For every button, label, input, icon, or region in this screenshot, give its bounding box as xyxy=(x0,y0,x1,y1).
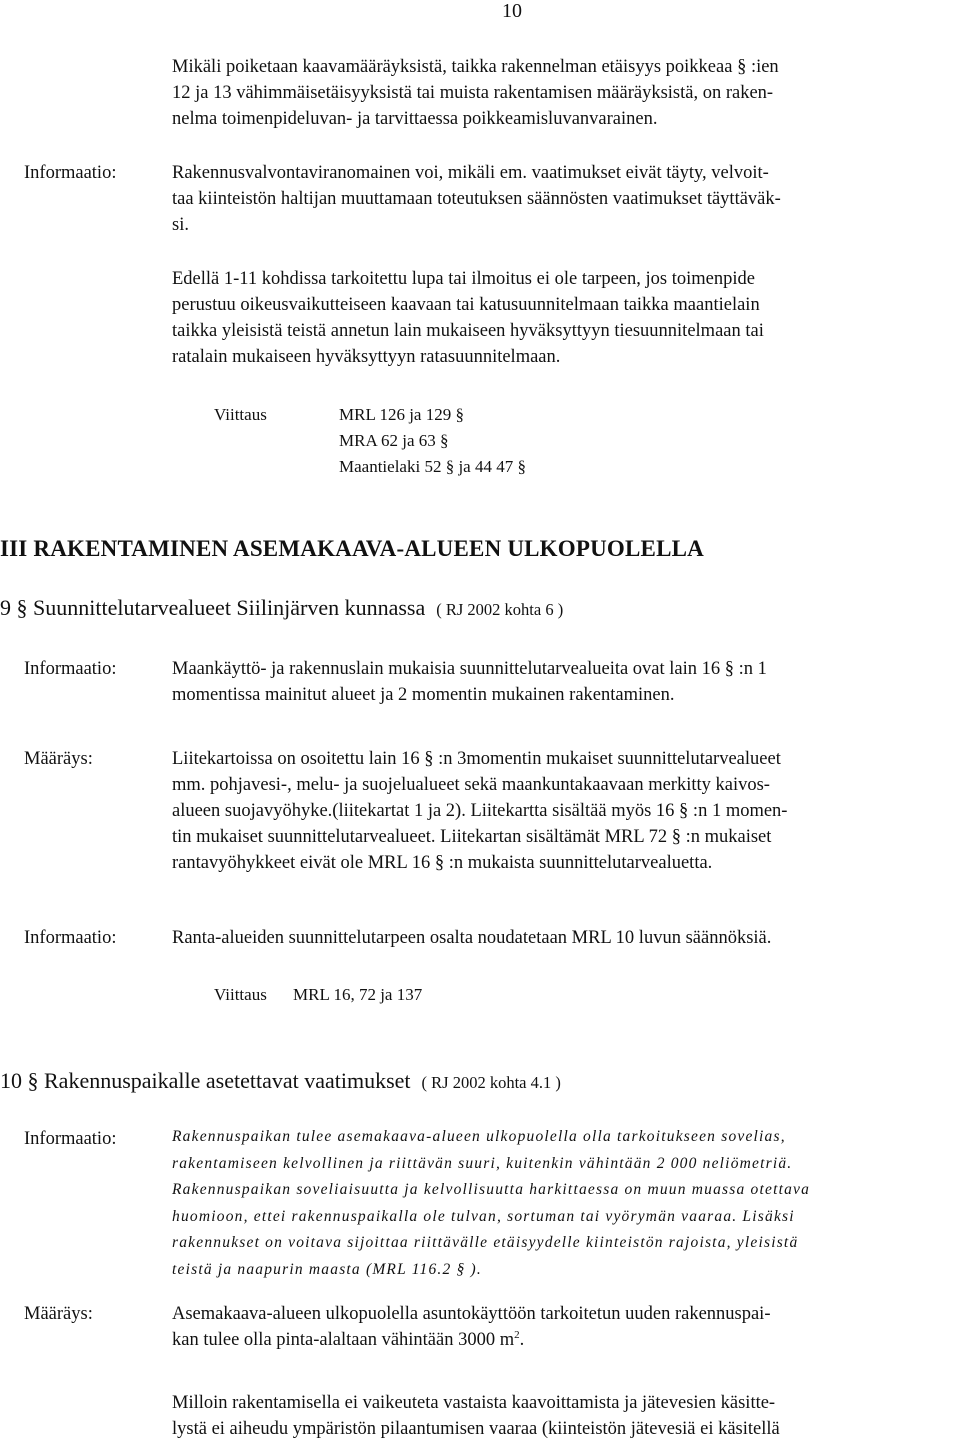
superscript: 2 xyxy=(514,1328,520,1341)
reference-line: Maantielaki 52 § ja 44 47 § xyxy=(339,457,526,476)
info-paragraph xyxy=(172,160,955,238)
reference-line: MRL 16, 72 ja 137 xyxy=(293,985,423,1004)
text-line: nelma toimenpideluvan- ja tarvittaessa poikkeamisluvanvarainen. xyxy=(172,109,658,129)
rule-paragraph xyxy=(172,1301,955,1353)
info-paragraph xyxy=(172,656,955,708)
text-line: huomioon, ettei rakennuspaikalla ole tulvan, sortuman tai vyörymän vaaraa. Lisäksi xyxy=(172,1207,795,1225)
text-line: ratalain mukaiseen hyväksyttyyn ratasuunnitelmaan. xyxy=(172,347,561,367)
text-line: mm. pohjavesi-, melu- ja suojelualueet sekä maankuntakaavaan merkitty kaivos- xyxy=(172,775,770,795)
section-title: Rakennuspaikalle asetettavat vaatimukset xyxy=(44,1068,411,1093)
section-symbol: § xyxy=(27,1068,39,1093)
text-line: Liitekartoissa on osoitettu lain 16 § :n 3momentin mukaiset suunnittelutarvealueet xyxy=(172,749,781,769)
text-line: Rakennusvalvontaviranomainen voi, mikäli em. vaatimukset eivät täyty, velvoit- xyxy=(172,163,769,183)
section-note: ( RJ 2002 kohta 4.1 ) xyxy=(421,1073,561,1092)
rule-paragraph xyxy=(172,746,955,876)
reference-line: MRA 62 ja 63 § xyxy=(339,431,449,450)
text-line: momentissa mainitut alueet ja 2 momentin mukainen rakentaminen. xyxy=(172,685,675,705)
text-line: alueen suojavyöhyke.(liitekartat 1 ja 2). Liitekartta sisältää myös 16 § :n 1 momen- xyxy=(172,801,788,821)
info-label: Informaatio: xyxy=(24,163,117,183)
text-line: rakentamiseen kelvollinen ja riittävän suuri, kuitenkin vähintään 2 000 neliömetriä. xyxy=(172,1154,793,1172)
text-line: Rakennuspaikan tulee asemakaava-alueen ulkopuolella olla tarkoitukseen sovelias, xyxy=(172,1128,786,1145)
info-paragraph xyxy=(172,1124,955,1283)
text-line: Rakennuspaikan soveliaisuutta ja kelvollisuutta harkittaessa on muun muassa otettava xyxy=(172,1181,811,1198)
section-symbol: § xyxy=(16,595,28,620)
text-line: taikka yleisistä teistä annetun lain mukaiseen hyväksyttyyn tiesuunnitelmaan tai xyxy=(172,321,764,341)
section-number: 10 xyxy=(0,1068,22,1093)
body-paragraph xyxy=(172,1390,955,1442)
paragraph-10-heading xyxy=(0,1068,561,1094)
section-note: ( RJ 2002 kohta 6 ) xyxy=(436,600,564,619)
info-label: Informaatio: xyxy=(24,659,117,679)
text-line: si. xyxy=(172,215,189,235)
reference-label: Viittaus xyxy=(214,985,267,1004)
text-line: Mikäli poiketaan kaavamääräyksistä, taikka rakennelman etäisyys poikkeaa § :ien xyxy=(172,57,779,77)
text-segment: kan tulee olla pinta-alaltaan vähintään 3000 m xyxy=(172,1330,515,1350)
reference-line: MRL 126 ja 129 § xyxy=(339,405,464,424)
text-line: taa kiinteistön haltijan muuttamaan toteutuksen säännösten vaatimukset täyttäväk- xyxy=(172,189,781,209)
text-segment: . xyxy=(519,1330,525,1350)
text-line: lystä ei aiheudu ympäristön pilaantumisen vaaraa (kiinteistön jätevesiä ei käsitellä xyxy=(172,1419,780,1439)
text-line: Milloin rakentamisella ei vaikeuteta vastaista kaavoittamista ja jätevesien käsitte- xyxy=(172,1393,776,1413)
info-text: Ranta-alueiden suunnittelutarpeen osalta noudatetaan MRL 10 luvun säännöksiä. xyxy=(172,928,772,948)
intro-paragraph xyxy=(172,54,955,132)
info-label: Informaatio: xyxy=(24,928,117,948)
text-line: 12 ja 13 vähimmäisetäisyyksistä tai muista rakentamisen määräyksistä, on raken- xyxy=(172,83,774,103)
text-line: perustuu oikeusvaikutteiseen kaavaan tai katusuunnitelmaan taikka maantielain xyxy=(172,295,760,315)
rule-label: Määräys: xyxy=(24,749,93,769)
text-line: rantavyöhykkeet eivät ole MRL 16 § :n mukaista suunnittelutarvealuetta. xyxy=(172,853,713,873)
page-number: 10 xyxy=(502,0,522,22)
reference-list xyxy=(339,402,526,480)
text-line: Maankäyttö- ja rakennuslain mukaisia suunnittelutarvealueita ovat lain 16 § :n 1 xyxy=(172,659,767,679)
section-heading: III RAKENTAMINEN ASEMAKAAVA-ALUEEN ULKOPUOLELLA xyxy=(0,536,704,561)
text-line xyxy=(172,1327,955,1353)
text-line: Edellä 1-11 kohdissa tarkoitettu lupa tai ilmoitus ei ole tarpeen, jos toimenpide xyxy=(172,269,755,289)
text-line: tin mukaiset suunnittelutarvealueet. Liitekartan sisältämät MRL 72 § :n mukaiset xyxy=(172,827,772,847)
text-line: rakennukset on voitava sijoittaa riittävälle etäisyydelle kiinteistön rajoista, yleisistä xyxy=(172,1234,799,1251)
section-title: Suunnittelutarvealueet Siilinjärven kunnassa xyxy=(33,595,426,620)
paragraph-9-heading xyxy=(0,595,563,621)
exemption-paragraph xyxy=(172,266,955,370)
text-line: Asemakaava-alueen ulkopuolella asuntokäyttöön tarkoitetun uuden rakennuspai- xyxy=(172,1304,771,1324)
section-number: 9 xyxy=(0,595,11,620)
reference-label: Viittaus xyxy=(214,405,267,424)
text-line: teistä ja naapurin maasta (MRL 116.2 § ). xyxy=(172,1260,482,1278)
rule-label: Määräys: xyxy=(24,1304,93,1324)
info-label: Informaatio: xyxy=(24,1129,117,1149)
